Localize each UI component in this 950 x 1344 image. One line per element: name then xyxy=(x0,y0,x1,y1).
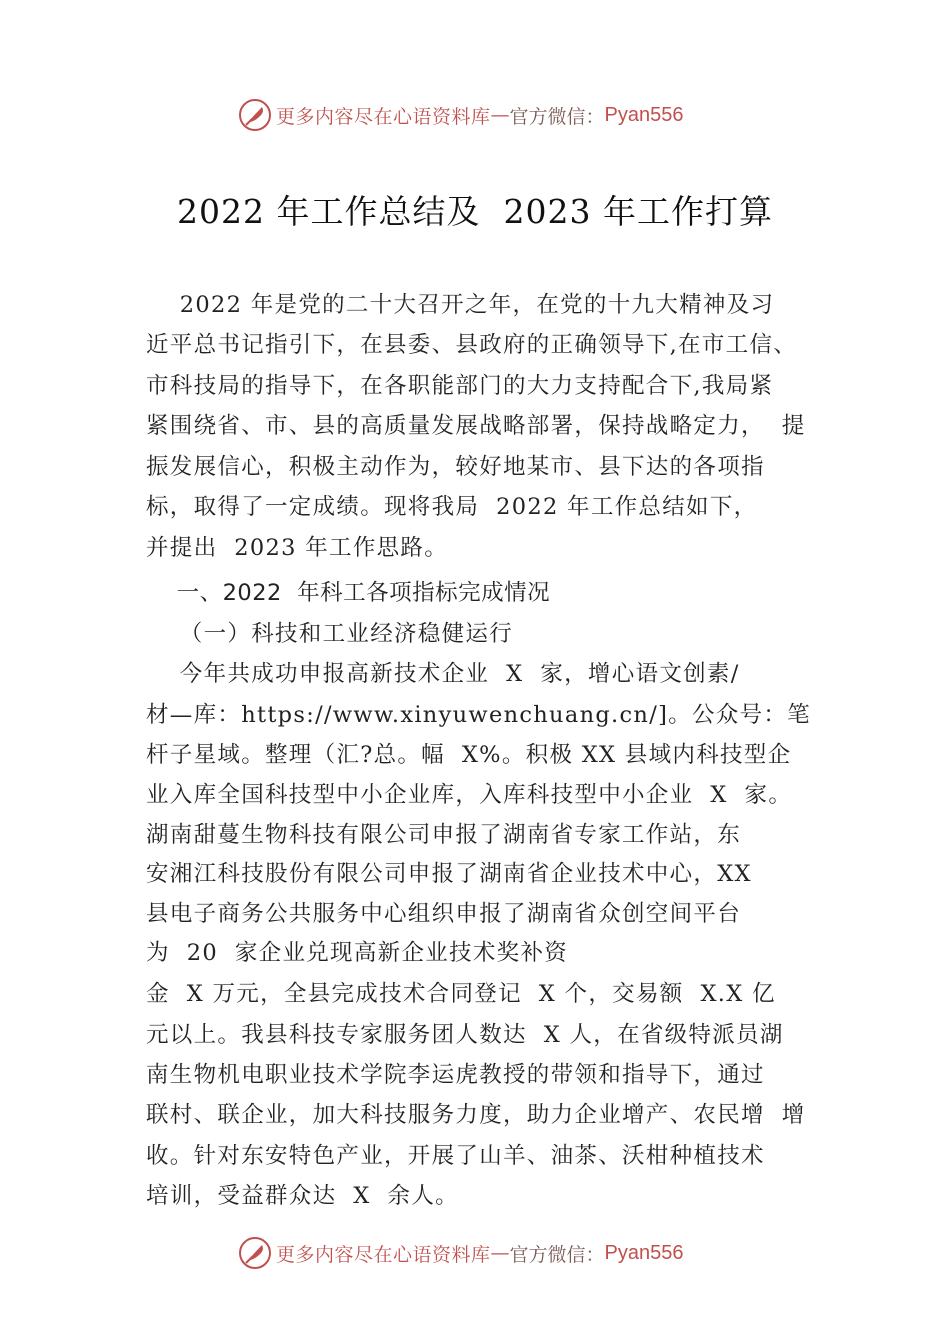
watermark-header xyxy=(238,98,684,132)
watermark-separator: — xyxy=(490,1242,510,1264)
watermark-label: 官方微信： xyxy=(509,105,605,128)
body-line: 今年共成功申报高新技术企业 X 家，增心语文创素/ xyxy=(146,661,740,687)
paragraph-line: 近平总书记指引下，在县委、县政府的正确领导下,在市工信、 xyxy=(146,332,798,358)
feather-logo-icon xyxy=(238,98,272,132)
body-line: 业入库全国科技型中小企业库，入库科技型中小企业 X 家。 xyxy=(146,782,793,808)
watermark-label: 官方微信： xyxy=(509,1243,605,1266)
body-line: 湖南甜蔓生物科技有限公司申报了湖南省专家工作站，东 xyxy=(146,822,742,848)
paragraph-line: 紧围绕省、市、县的高质量发展战略部署，保持战略定力， 提 xyxy=(146,413,806,439)
paragraph-line: 并提出 2023 年工作思路。 xyxy=(146,535,449,561)
body-line: 杆子星域。整理（汇?总。幅 X%。积极 XX 县域内科技型企 xyxy=(146,742,792,768)
body-line: 为 20 家企业兑现高新企业技术奖补资 xyxy=(146,940,569,966)
paragraph-line: 2022 年是党的二十大召开之年，在党的十九大精神及习 xyxy=(146,292,775,318)
paragraph-line: 振发展信心，积极主动作为，较好地某市、县下达的各项指 xyxy=(146,454,765,480)
feather-logo-icon xyxy=(238,1236,272,1270)
subsection-heading: （一）科技和工业经济稳健运行 xyxy=(146,621,514,647)
paragraph-line: 标，取得了一定成绩。现将我局 2022 年工作总结如下， xyxy=(146,494,758,520)
watermark-wechat-id: Pyan556 xyxy=(604,1241,684,1264)
body-line: 金 X 万元，全县完成技术合同登记 X 个，交易额 X.X 亿 xyxy=(146,981,776,1007)
watermark-separator: — xyxy=(490,104,510,126)
paragraph-line: 市科技局的指导下，在各职能部门的大力支持配合下,我局紧 xyxy=(146,373,774,399)
watermark-main-text: 更多内容尽在心语资料库 xyxy=(276,1243,491,1266)
section-heading: 一、2022 年科工各项指标完成情况 xyxy=(146,580,551,606)
body-line: 县电子商务公共服务中心组织申报了湖南省众创空间平台 xyxy=(146,901,742,927)
body-line: 材—库：https://www.xinyuwenchuang.cn/]。公众号：笔 xyxy=(146,702,811,728)
watermark-footer xyxy=(238,1236,684,1270)
watermark-wechat-id: Pyan556 xyxy=(604,103,684,126)
body-line: 元以上。我县科技专家服务团人数达 X 人，在省级特派员湖 xyxy=(146,1022,784,1048)
watermark-main-text: 更多内容尽在心语资料库 xyxy=(276,105,491,128)
body-line: 联村、联企业，加大科技服务力度，助力企业增产、农民增 增 xyxy=(146,1102,806,1128)
body-line: 南生物机电职业技术学院李运虎教授的带领和指导下，通过 xyxy=(146,1062,765,1088)
body-line: 安湘江科技股份有限公司申报了湖南省企业技术中心，XX xyxy=(146,861,752,887)
body-line: 收。针对东安特色产业，开展了山羊、油茶、沃柑种植技术 xyxy=(146,1143,765,1169)
document-title: 2022 年工作总结及 2023 年工作打算 xyxy=(177,192,773,231)
body-line: 培训，受益群众达 X 余人。 xyxy=(146,1183,459,1209)
